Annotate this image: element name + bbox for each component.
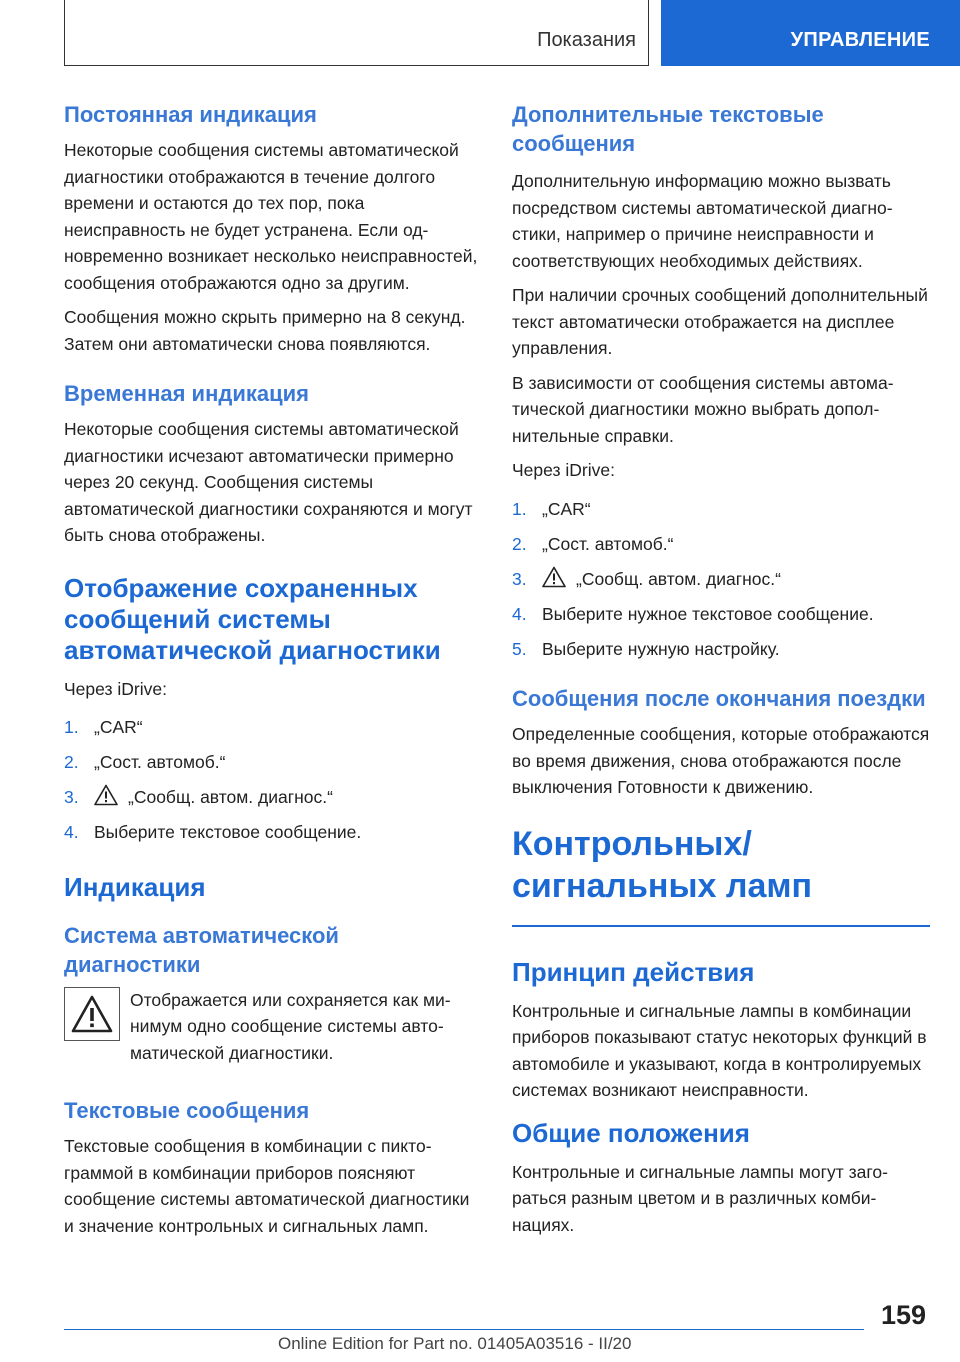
paragraph-general: Контрольные и сигнальные лампы могут загораться разным цветом и в различных комбинациях. (512, 1161, 888, 1235)
heading-after-trip: Сообщения после окончания поездки (512, 686, 926, 711)
paragraph-after-trip: Определенные сообщения, которые отображаются во время движения, снова отображаются после выключения Готовности к движению. (512, 724, 930, 797)
paragraph-additional-3: В зависимости от сообщения системы автоматической диагностики можно выбрать дополнительные справки. (512, 372, 894, 446)
paragraph-permanent-1: Некоторые сообщения системы автоматической диагностики отображаются в течение долгого времени и остаются до тех пор, пока неисправность не будет устранена. Если одновременно возникает несколько неисправностей, сообщения отображаются одно за другим. (64, 140, 478, 293)
paragraph-additional-1: Дополнительную информацию можно вызвать посредством системы автоматической диагностики, например о причине неисправности и соответствующих необходимых действиях. (512, 171, 893, 271)
step-text: Выберите текстовое сообщение. (94, 822, 362, 842)
step-number: 4. (512, 603, 527, 624)
warning-triangle-icon (94, 784, 118, 806)
step-number: 2. (64, 752, 79, 772)
heading-additional-messages: Дополнительные текстовые сообщения (512, 102, 824, 156)
steps-list-right (512, 496, 930, 663)
heading-principle: Принцип действия (512, 956, 755, 987)
list-item (64, 784, 479, 811)
paragraph-system: Отображается или сохраняется как минимум одно сообщение системы автоматической диагностики. (130, 989, 451, 1063)
step-number: 5. (512, 638, 527, 659)
step-text: Выберите нужную настройку. (542, 638, 780, 659)
warning-notice (64, 987, 479, 1075)
step-number: 3. (64, 787, 79, 807)
paragraph-permanent-2: Сообщения можно скрыть примерно на 8 секунд. Затем они автоматически снова появляются. (64, 307, 466, 354)
list-item (64, 749, 479, 776)
paragraph-principle: Контрольные и сигнальные лампы в комбинации приборов показывают статус некоторых функций в автомобиле и указывают, когда в контролируемых системах возникают неисправности. (512, 1000, 927, 1100)
heading-general: Общие положения (512, 1117, 750, 1148)
list-item (512, 601, 930, 628)
footer-divider (64, 1329, 864, 1330)
step-number: 1. (64, 717, 79, 737)
chapter-tab-label: УПРАВЛЕНИЕ (790, 29, 930, 51)
paragraph-via-idrive: Через iDrive: (64, 678, 167, 699)
paragraph-via-idrive: Через iDrive: (512, 460, 615, 480)
step-number: 2. (512, 533, 527, 554)
warning-triangle-icon (64, 987, 120, 1041)
step-text: „Сообщ. автом. диагнос.“ (128, 787, 333, 807)
heading-self-diagnosis-system: Система автоматической диагностики (64, 922, 339, 977)
step-text: Выберите нужное текстовое сообщение. (542, 603, 874, 624)
heading-temporary-indication: Временная индикация (64, 381, 309, 406)
footer-edition: Online Edition for Part no. 01405A03516 - II/20 (278, 1334, 632, 1353)
list-item (512, 496, 930, 523)
step-text: „CAR“ (542, 498, 591, 519)
steps-list-left (64, 714, 479, 846)
list-item (64, 819, 479, 846)
warning-triangle-icon (542, 566, 566, 588)
section-divider (512, 925, 930, 927)
paragraph-text-messages: Текстовые сообщения в комбинации с пиктограммой в комбинации приборов поясняют сообщение системы автоматической диагностики и значение контрольных и сигнальных ламп. (64, 1136, 470, 1236)
step-number: 3. (512, 568, 527, 589)
step-number: 4. (64, 822, 79, 842)
heading-warning-lamps: Контрольных/сигнальных ламп (512, 824, 813, 905)
section-tab (64, 0, 649, 66)
right-column (512, 100, 930, 1246)
heading-permanent-indication: Постоянная индикация (64, 102, 317, 127)
chapter-tab (661, 0, 960, 66)
page-number: 159 (880, 1300, 926, 1330)
section-tab-label: Показания (537, 29, 636, 51)
list-item (512, 636, 930, 663)
left-column (64, 100, 479, 1247)
step-text: „Сообщ. автом. диагнос.“ (576, 568, 781, 589)
list-item (512, 531, 930, 558)
step-text: „Сост. автомоб.“ (94, 752, 226, 772)
step-text: „CAR“ (94, 717, 143, 737)
list-item (512, 566, 930, 593)
heading-text-messages: Текстовые сообщения (64, 1098, 310, 1123)
heading-saved-messages: Отображение сохраненных сообщений системы автоматической диагностики (64, 572, 441, 665)
list-item (64, 714, 479, 741)
paragraph-additional-2: При наличии срочных сообщений дополнительный текст автоматически отображается на дисплее управления. (512, 285, 928, 358)
paragraph-temporary: Некоторые сообщения системы автоматической диагностики исчезают автоматически примерно через 20 секунд. Сообщения системы автоматической диагностики сохраняются и могут быть снова отображены. (64, 419, 473, 545)
step-text: „Сост. автомоб.“ (542, 533, 674, 554)
step-number: 1. (512, 498, 527, 519)
heading-indication: Индикация (64, 871, 206, 902)
